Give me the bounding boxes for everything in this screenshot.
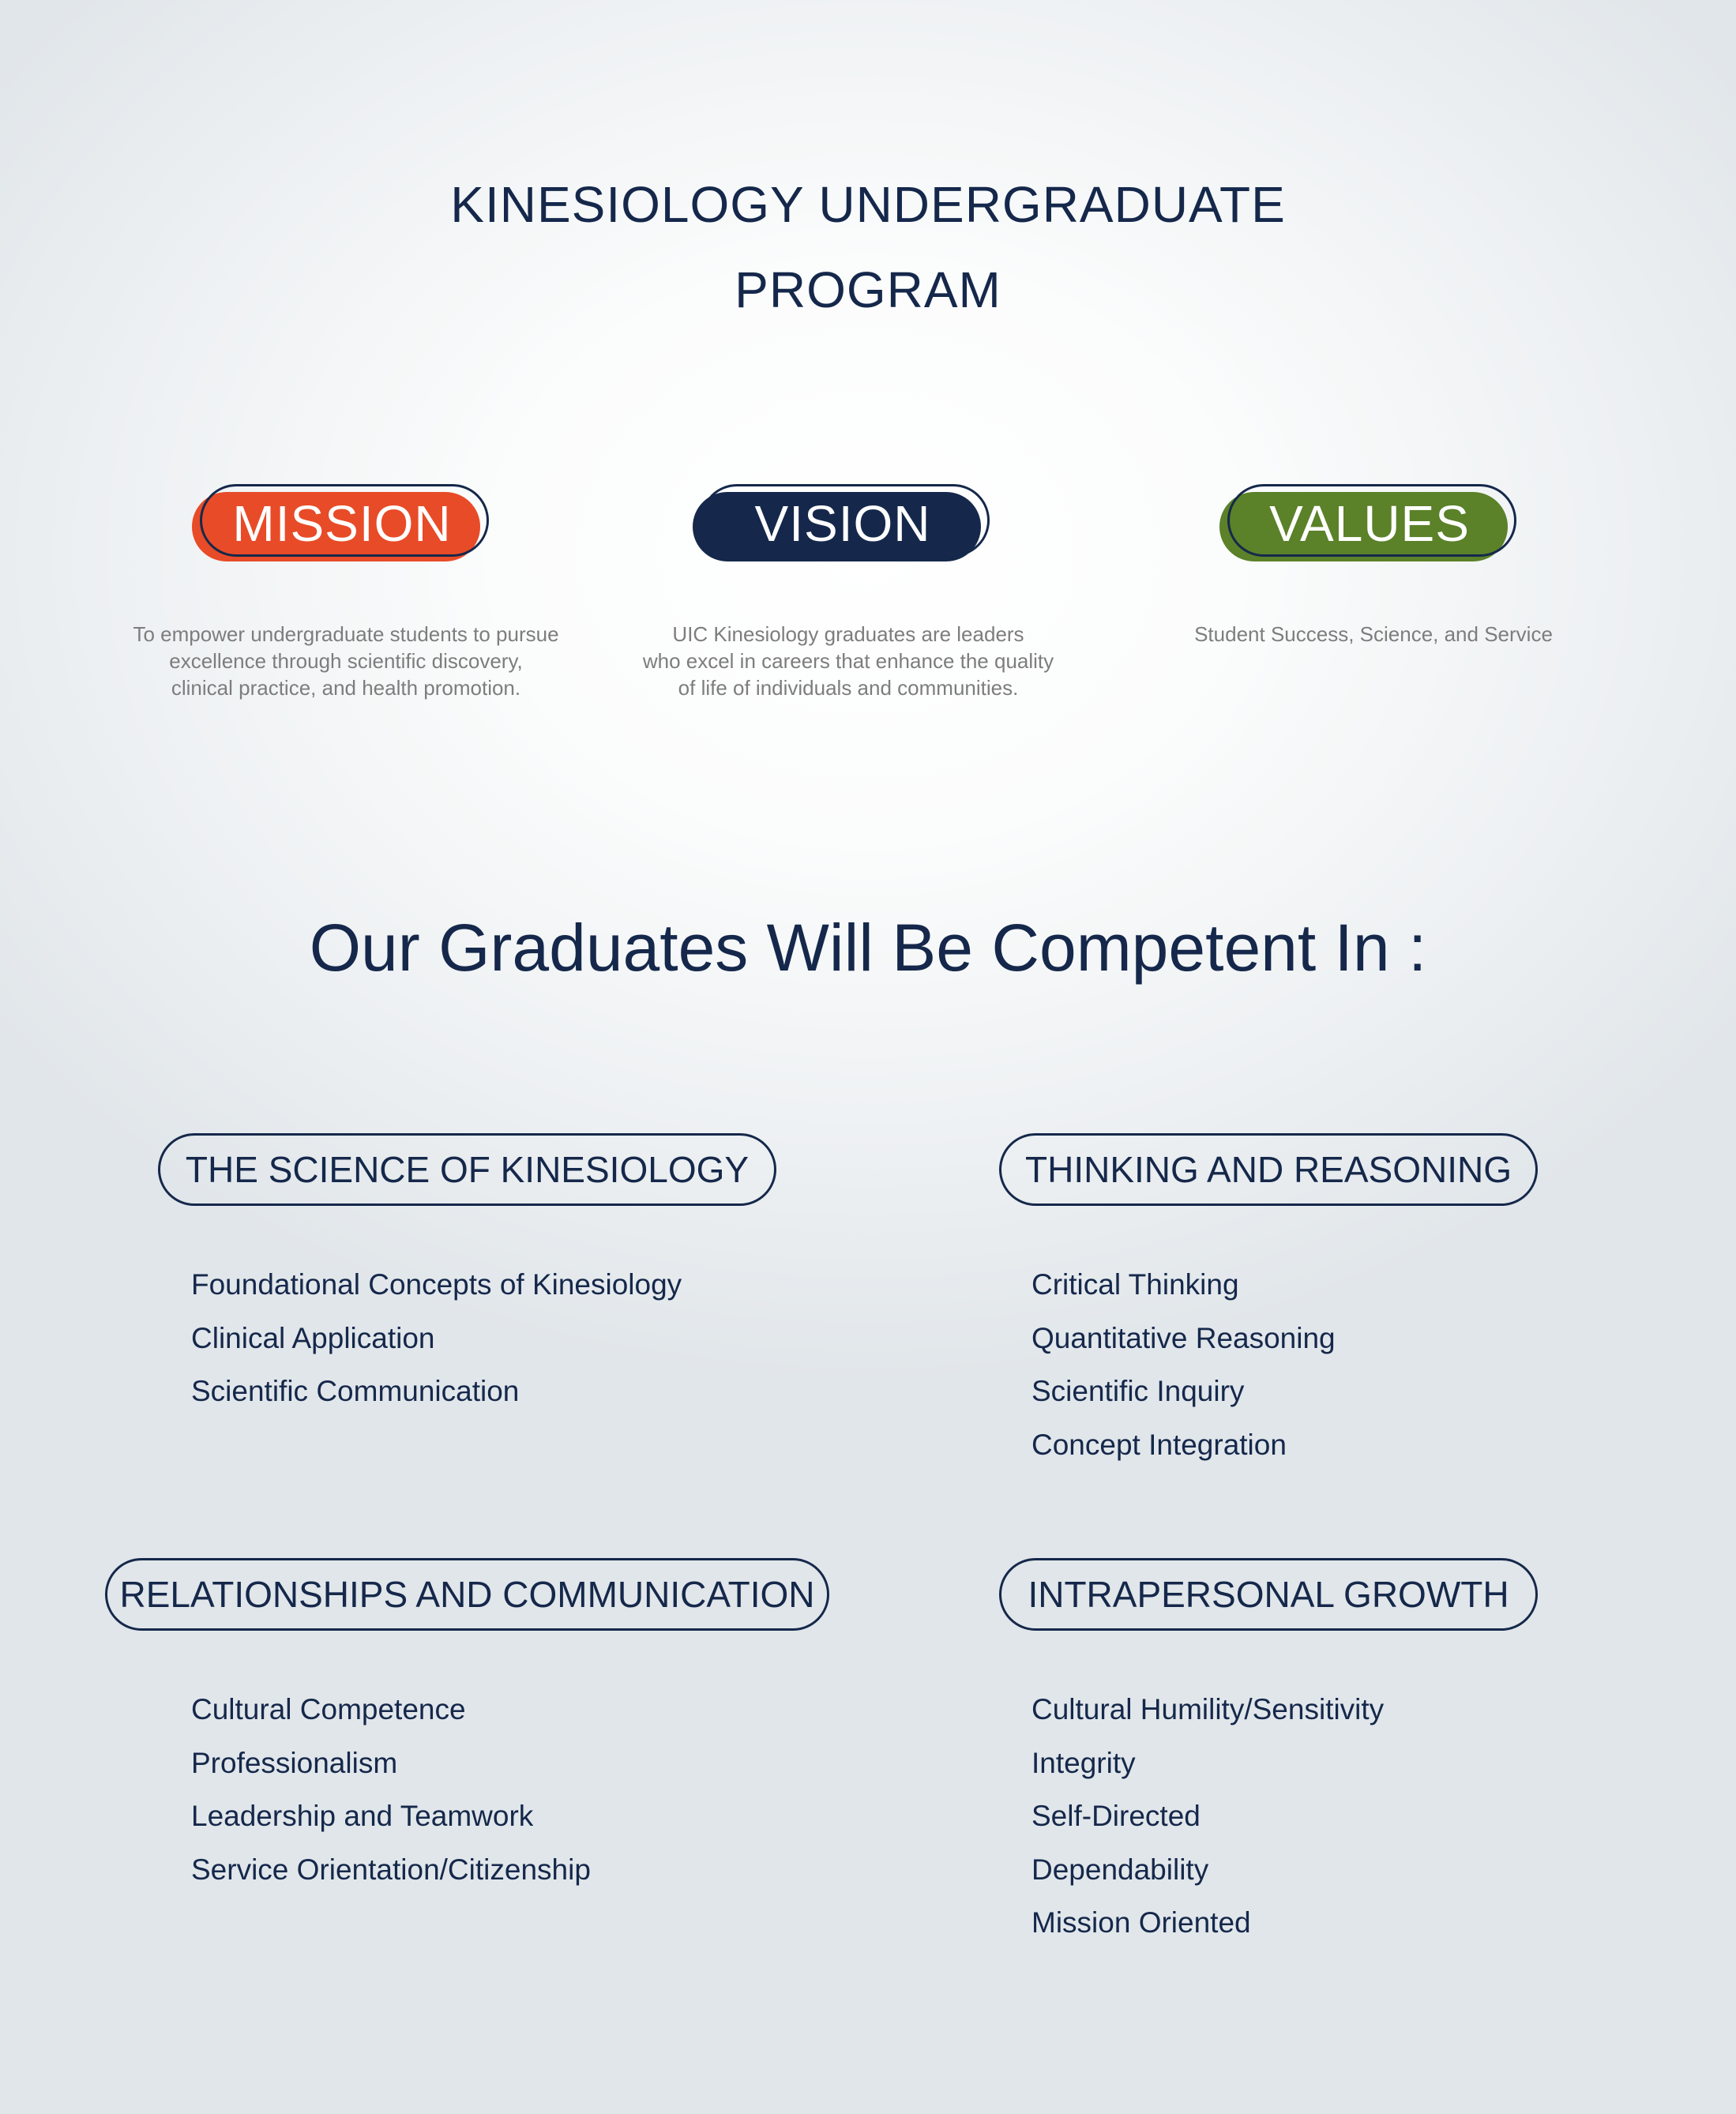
list-item: Quantitative Reasoning <box>1031 1321 1336 1354</box>
page-title-line-2: PROGRAM <box>735 261 1001 318</box>
list-item: Dependability <box>1031 1853 1209 1886</box>
page-title <box>0 162 1736 332</box>
list-item: Mission Oriented <box>1031 1906 1251 1939</box>
list-item: Service Orientation/Citizenship <box>191 1853 591 1886</box>
list-item: Concept Integration <box>1031 1428 1287 1461</box>
mission-label: MISSION <box>232 495 452 552</box>
values-label: VALUES <box>1269 495 1470 552</box>
competency-title-thinking-and-reasoning: THINKING AND REASONING <box>999 1133 1538 1206</box>
list-item: Cultural Humility/Sensitivity <box>1031 1693 1385 1725</box>
values-description: Student Success, Science, and Service <box>1194 622 1553 646</box>
mission-description: To empower undergraduate students to pursue excellence through scientific discovery, clinical practice, and health promotion. <box>133 622 559 700</box>
list-item: Leadership and Teamwork <box>191 1800 534 1832</box>
competency-list-science-of-kinesiology <box>191 1258 682 1418</box>
competency-title-science-of-kinesiology: THE SCIENCE OF KINESIOLOGY <box>158 1133 776 1206</box>
list-item: Integrity <box>1031 1746 1136 1779</box>
list-item: Scientific Inquiry <box>1031 1375 1245 1407</box>
list-item: Critical Thinking <box>1031 1268 1239 1301</box>
vision-pill <box>693 484 993 563</box>
list-item: Foundational Concepts of Kinesiology <box>191 1268 682 1301</box>
values-pill <box>1219 484 1520 563</box>
vision-description: UIC Kinesiology graduates are leaders who excel in careers that enhance the quality of life of individuals and communities. <box>642 622 1054 700</box>
competency-title-intrapersonal-growth: INTRAPERSONAL GROWTH <box>999 1558 1538 1631</box>
competency-list-relationships-and-communication <box>191 1683 591 1896</box>
competencies-heading: Our Graduates Will Be Competent In : <box>309 911 1427 985</box>
competency-title-relationships-and-communication: RELATIONSHIPS AND COMMUNICATION <box>105 1558 829 1631</box>
competency-list-intrapersonal-growth <box>1031 1683 1384 1950</box>
mission-pill <box>192 484 492 563</box>
list-item: Self-Directed <box>1031 1800 1201 1832</box>
list-item: Scientific Communication <box>191 1375 520 1407</box>
vision-label: VISION <box>754 495 931 552</box>
list-item: Cultural Competence <box>191 1693 466 1725</box>
competency-list-thinking-and-reasoning <box>1031 1258 1336 1471</box>
list-item: Professionalism <box>191 1746 398 1779</box>
list-item: Clinical Application <box>191 1321 435 1354</box>
page-title-line-1: KINESIOLOGY UNDERGRADUATE <box>450 176 1286 233</box>
